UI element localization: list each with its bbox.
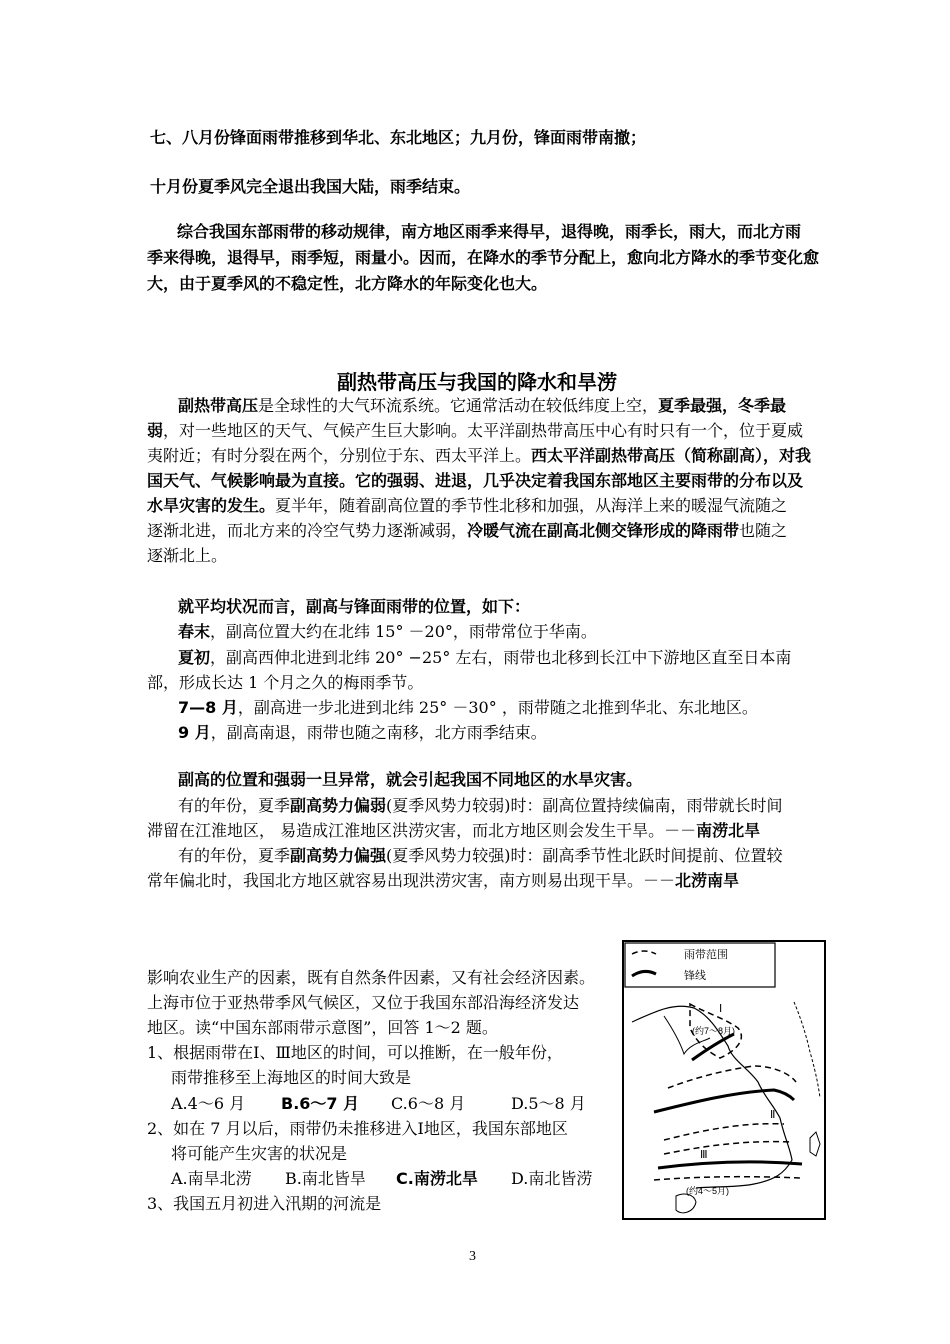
intro-emph: 冷暖气流在副高北侧交锋形成的降雨带 bbox=[467, 521, 740, 540]
intro-text: ，对一些地区的天气、气候产生巨大影响。太平洋副热带高压中心有时只有一个，位于夏威 bbox=[163, 421, 804, 440]
intro-line-6 bbox=[147, 518, 787, 543]
abnormal-heading: 副高的位置和强弱一旦异常，就会引起我国不同地区的水旱灾害。 bbox=[178, 770, 643, 789]
avg-text: ，副高位置大约在北纬 15° －20°，雨带常位于华南。 bbox=[210, 622, 597, 641]
avg-label: 夏初 bbox=[178, 648, 211, 667]
region-2-label: Ⅱ bbox=[770, 1109, 776, 1121]
question-3: 3、我国五月初进入汛期的河流是 bbox=[147, 1194, 382, 1213]
avg-july bbox=[178, 695, 758, 720]
intro-text: 是全球性的大气环流系统。它通常活动在较低纬度上空， bbox=[258, 396, 659, 415]
taiwan-outline bbox=[810, 1132, 820, 1156]
option-a[interactable]: A.南旱北涝 bbox=[171, 1169, 252, 1188]
intro-text: 也随之 bbox=[739, 521, 788, 540]
avg-text: ，副高西伸北进到北纬 20° −25° 左右，雨带也北移到长江中下游地区直至日本南 bbox=[210, 648, 792, 667]
top-para-line-2: 季来得晚，退得早，雨季短，雨量小。因而，在降水的季节分配上，愈向北方降水的季节变化愈 bbox=[147, 248, 820, 267]
rain-belt-region-3-north bbox=[664, 1142, 792, 1154]
avg-text: ，副高南退，雨带也随之南移，北方雨季结束。 bbox=[210, 723, 547, 742]
avg-label: 7—8 月 bbox=[178, 698, 238, 717]
intro-line-5 bbox=[147, 493, 787, 518]
japan-outline bbox=[794, 1002, 820, 1098]
intro-line-4: 国天气、气候影响最为直接。它的强弱、进退，几乎决定着我国东部地区主要雨带的分布以及 bbox=[147, 471, 804, 490]
option-b[interactable]: B.南北皆旱 bbox=[285, 1169, 366, 1188]
weak-text: 滞留在江淮地区， 易造成江淮地区洪涝灾害，而北方地区则会发生干旱。－－ bbox=[147, 821, 697, 840]
front-line-3 bbox=[658, 1162, 802, 1168]
weak-line-1 bbox=[178, 793, 783, 818]
avg-summer bbox=[178, 645, 791, 670]
top-para-line-1: 综合我国东部雨带的移动规律，南方地区雨季来得早，退得晚，雨季长，雨大，而北方雨 bbox=[177, 222, 802, 241]
intro-emph: 夏季最强，冬季最 bbox=[658, 396, 787, 415]
legend-front-label: 锋线 bbox=[684, 970, 706, 982]
strong-result: 北涝南旱 bbox=[675, 871, 740, 890]
avg-label: 春末 bbox=[178, 622, 211, 641]
avg-label: 9 月 bbox=[178, 723, 211, 742]
intro-line-7: 逐渐北上。 bbox=[147, 546, 228, 565]
intro-line-1 bbox=[178, 393, 786, 418]
page-number: 3 bbox=[469, 1249, 476, 1264]
intro-text: 夷附近；有时分裂在两个，分别位于东、西太平洋上。 bbox=[147, 446, 532, 465]
weak-text: (夏季风势力较弱)时：副高位置持续偏南，雨带就长时间 bbox=[386, 796, 783, 815]
intro-text: 夏半年，随着副高位置的季节性北移和加强，从海洋上来的暖湿气流随之 bbox=[275, 496, 788, 515]
region-1-label: Ⅰ bbox=[719, 1003, 723, 1015]
intro-emph: 水旱灾害的发生。 bbox=[147, 496, 276, 515]
rain-belt-region-2-south bbox=[664, 1124, 784, 1140]
question-1-cont: 雨带推移至上海地区的时间大致是 bbox=[171, 1068, 412, 1087]
option-a[interactable]: A.4～6 月 bbox=[171, 1094, 246, 1113]
weak-text: 有的年份，夏季 bbox=[178, 796, 291, 815]
legend-front-symbol bbox=[632, 971, 656, 976]
question-intro-1: 影响农业生产的因素，既有自然条件因素，又有社会经济因素。 bbox=[147, 968, 596, 987]
weak-emph: 副高势力偏弱 bbox=[290, 796, 387, 815]
region-3-label: Ⅲ bbox=[700, 1149, 708, 1161]
question-2-cont: 将可能产生灾害的状况是 bbox=[171, 1144, 348, 1163]
option-d[interactable]: D.5～8 月 bbox=[511, 1094, 586, 1113]
intro-line-3 bbox=[147, 443, 811, 468]
question-1: 1、根据雨带在Ⅰ、Ⅲ地区的时间，可以推断，在一般年份， bbox=[147, 1043, 563, 1062]
strong-line-1 bbox=[178, 843, 783, 868]
question-2: 2、如在 7 月以后，雨带仍未推移进入Ⅰ地区，我国东部地区 bbox=[147, 1119, 568, 1138]
option-b[interactable]: B.6～7 月 bbox=[281, 1094, 360, 1113]
question-intro-2: 上海市位于亚热带季风气候区，又位于我国东部沿海经济发达 bbox=[147, 993, 580, 1012]
avg-summer-2: 部，形成长达 1 个月之久的梅雨季节。 bbox=[147, 673, 424, 692]
rain-belt-map bbox=[622, 940, 826, 1220]
weak-line-2 bbox=[147, 818, 760, 843]
option-d[interactable]: D.南北皆涝 bbox=[511, 1169, 593, 1188]
strong-text: (夏季风势力较强)时：副高季节性北跃时间提前、位置较 bbox=[386, 846, 783, 865]
section-title: 副热带高压与我国的降水和旱涝 bbox=[337, 370, 617, 394]
intro-text: 逐渐北进，而北方来的冷空气势力逐渐减弱， bbox=[147, 521, 468, 540]
strong-line-2 bbox=[147, 868, 739, 893]
avg-spring bbox=[178, 619, 597, 644]
strong-text: 有的年份，夏季 bbox=[178, 846, 291, 865]
strong-emph: 副高势力偏强 bbox=[290, 846, 387, 865]
option-c[interactable]: C.南涝北旱 bbox=[396, 1169, 478, 1188]
avg-sept bbox=[178, 720, 547, 745]
rain-belt-region-2-north bbox=[668, 1066, 796, 1088]
rain-belt-map-drawing bbox=[624, 942, 824, 1218]
avg-text: ，副高进一步北进到北纬 25° －30° ，雨带随之北推到华北、东北地区。 bbox=[237, 698, 758, 717]
top-line-1: 七、八月份锋面雨带推移到华北、东北地区；九月份，锋面雨带南撤； bbox=[150, 128, 647, 147]
strong-text: 常年偏北时，我国北方地区就容易出现洪涝灾害，南方则易出现干旱。－－ bbox=[147, 871, 676, 890]
intro-emph: 弱 bbox=[147, 421, 164, 440]
legend-rain-symbol bbox=[632, 951, 656, 954]
intro-term: 副热带高压 bbox=[178, 396, 259, 415]
top-para-line-3: 大，由于夏季风的不稳定性，北方降水的年际变化也大。 bbox=[147, 274, 548, 293]
option-c[interactable]: C.6～8 月 bbox=[391, 1094, 466, 1113]
question-intro-3: 地区。读“中国东部雨带示意图”，回答 1～2 题。 bbox=[147, 1018, 498, 1037]
rain-belt-region-3-south bbox=[654, 1177, 800, 1180]
legend-rain-label: 雨带范围 bbox=[684, 949, 728, 961]
region-3-time: (约4～5月) bbox=[686, 1186, 730, 1196]
avg-heading: 就平均状况而言，副高与锋面雨带的位置，如下： bbox=[178, 597, 531, 616]
hainan-outline bbox=[676, 1194, 696, 1213]
intro-line-2 bbox=[147, 418, 803, 443]
intro-emph: 西太平洋副热带高压（简称副高），对我 bbox=[531, 446, 812, 465]
top-line-2: 十月份夏季风完全退出我国大陆，雨季结束。 bbox=[150, 177, 471, 196]
weak-result: 南涝北旱 bbox=[696, 821, 761, 840]
region-1-time: (约7～8月) bbox=[692, 1026, 736, 1036]
